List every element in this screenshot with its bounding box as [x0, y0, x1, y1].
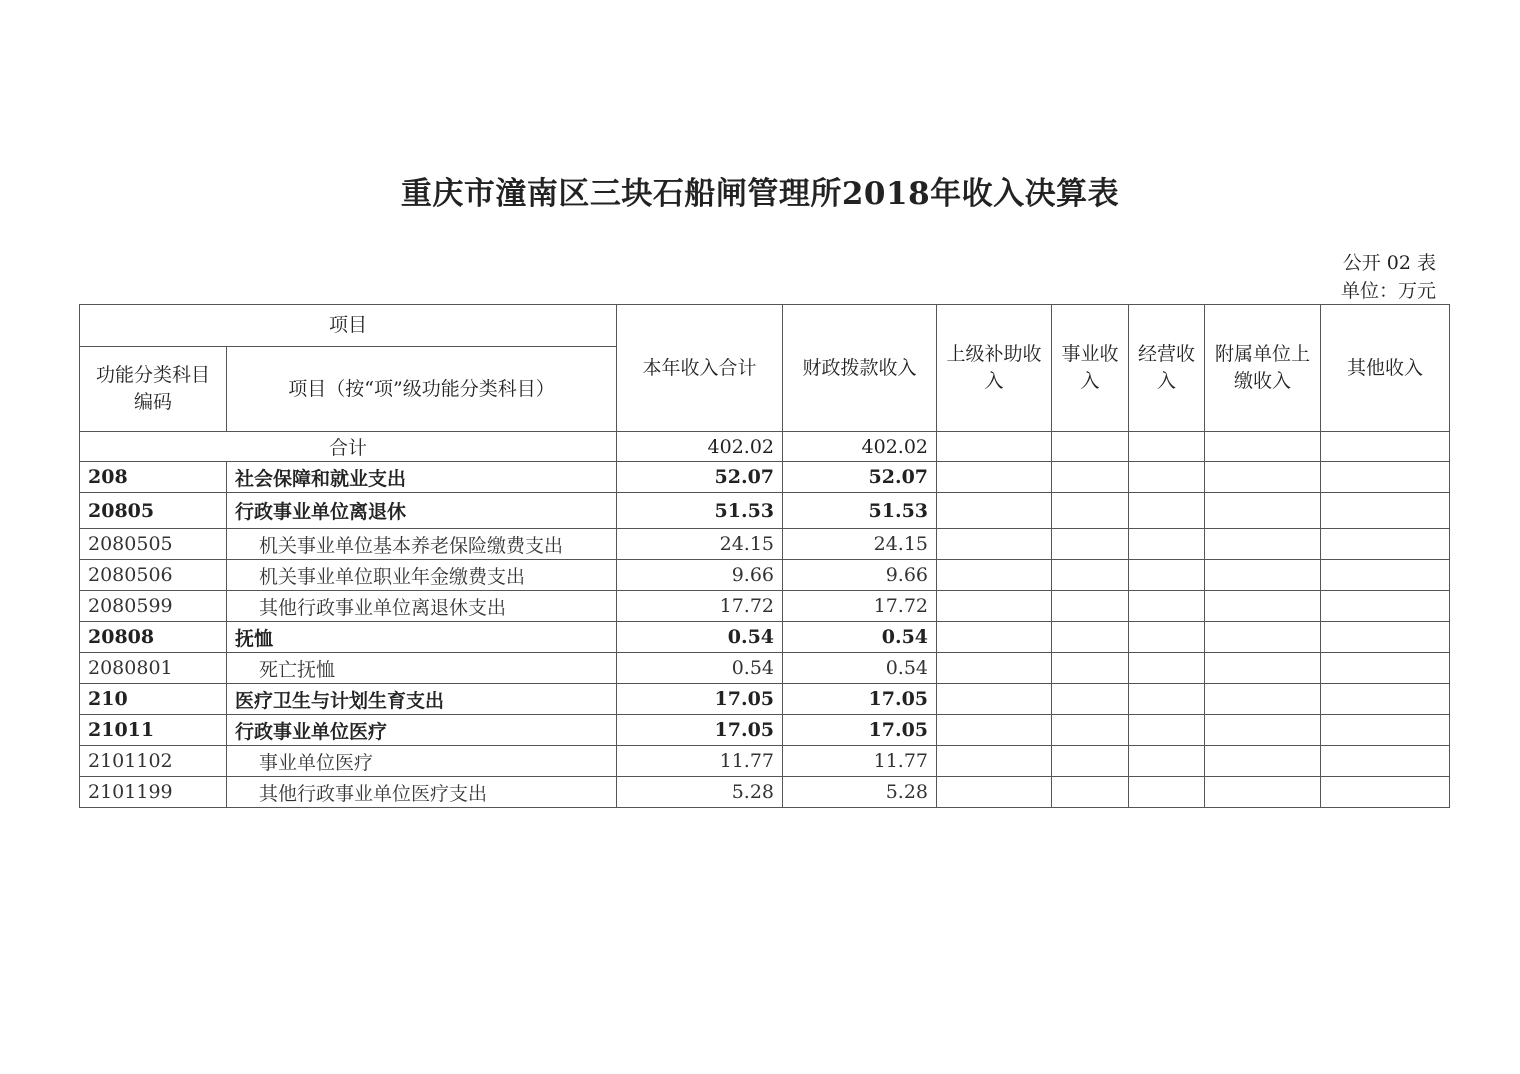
table-row — [80, 777, 1450, 808]
empty-cell — [1321, 529, 1450, 560]
row-total-income-cell: 0.54 — [617, 653, 783, 684]
row-name-cell: 行政事业单位离退休 — [227, 493, 617, 529]
row-fiscal-cell: 9.66 — [783, 560, 937, 591]
total-row — [80, 432, 1450, 462]
total-fiscal-cell: 402.02 — [783, 432, 937, 462]
report-title: 重庆市潼南区三块石船闸管理所2018年收入决算表 — [400, 176, 1120, 212]
form-number: 公开 02 表 — [1342, 252, 1436, 274]
empty-cell — [1129, 493, 1205, 529]
row-code-cell: 2101102 — [80, 746, 227, 777]
empty-cell — [1052, 560, 1129, 591]
row-total-income-cell: 17.05 — [617, 715, 783, 746]
empty-cell — [937, 777, 1052, 808]
row-name-cell: 机关事业单位职业年金缴费支出 — [227, 560, 617, 591]
empty-cell — [1129, 715, 1205, 746]
row-code-cell: 20808 — [80, 622, 227, 653]
row-total-income-cell: 5.28 — [617, 777, 783, 808]
header-operating: 经营收入 — [1129, 305, 1205, 432]
unit-label: 单位：万元 — [1340, 280, 1436, 302]
total-income-cell: 402.02 — [617, 432, 783, 462]
empty-cell — [1052, 715, 1129, 746]
empty-cell — [1205, 746, 1321, 777]
empty-cell — [937, 591, 1052, 622]
row-code-cell: 2101199 — [80, 777, 227, 808]
empty-cell — [937, 684, 1052, 715]
empty-cell — [1129, 591, 1205, 622]
total-label: 合计 — [80, 432, 617, 462]
row-fiscal-cell: 24.15 — [783, 529, 937, 560]
header-fiscal: 财政拨款收入 — [783, 305, 937, 432]
empty-cell — [1129, 684, 1205, 715]
row-fiscal-cell: 5.28 — [783, 777, 937, 808]
empty-cell — [937, 432, 1052, 462]
empty-cell — [1052, 746, 1129, 777]
empty-cell — [1321, 560, 1450, 591]
row-fiscal-cell: 17.05 — [783, 684, 937, 715]
empty-cell — [1129, 529, 1205, 560]
table-row — [80, 493, 1450, 529]
row-code-cell: 2080801 — [80, 653, 227, 684]
empty-cell — [937, 622, 1052, 653]
empty-cell — [1052, 653, 1129, 684]
row-total-income-cell: 51.53 — [617, 493, 783, 529]
empty-cell — [1205, 432, 1321, 462]
empty-cell — [1321, 746, 1450, 777]
empty-cell — [1052, 591, 1129, 622]
empty-cell — [1321, 777, 1450, 808]
row-name-cell: 社会保障和就业支出 — [227, 462, 617, 493]
empty-cell — [1321, 591, 1450, 622]
empty-cell — [1321, 493, 1450, 529]
row-total-income-cell: 24.15 — [617, 529, 783, 560]
empty-cell — [1205, 622, 1321, 653]
row-name-cell: 医疗卫生与计划生育支出 — [227, 684, 617, 715]
header-superior-subsidy: 上级补助收入 — [937, 305, 1052, 432]
empty-cell — [1205, 591, 1321, 622]
table-row — [80, 591, 1450, 622]
empty-cell — [937, 529, 1052, 560]
table-row — [80, 622, 1450, 653]
row-name-cell: 其他行政事业单位医疗支出 — [227, 777, 617, 808]
row-fiscal-cell: 51.53 — [783, 493, 937, 529]
header-name: 项目（按“项”级功能分类科目） — [227, 347, 617, 432]
empty-cell — [1052, 529, 1129, 560]
row-total-income-cell: 9.66 — [617, 560, 783, 591]
row-name-cell: 机关事业单位基本养老保险缴费支出 — [227, 529, 617, 560]
row-code-cell: 21011 — [80, 715, 227, 746]
empty-cell — [1321, 622, 1450, 653]
table-row — [80, 529, 1450, 560]
empty-cell — [1205, 529, 1321, 560]
table-row — [80, 462, 1450, 493]
table-row — [80, 560, 1450, 591]
empty-cell — [1129, 622, 1205, 653]
empty-cell — [937, 462, 1052, 493]
row-name-cell: 事业单位医疗 — [227, 746, 617, 777]
empty-cell — [1205, 653, 1321, 684]
empty-cell — [1129, 560, 1205, 591]
header-other: 其他收入 — [1321, 305, 1450, 432]
table-row — [80, 653, 1450, 684]
row-fiscal-cell: 11.77 — [783, 746, 937, 777]
empty-cell — [1052, 684, 1129, 715]
empty-cell — [1321, 653, 1450, 684]
header-total-income: 本年收入合计 — [617, 305, 783, 432]
empty-cell — [1052, 462, 1129, 493]
table-row — [80, 715, 1450, 746]
empty-cell — [937, 746, 1052, 777]
row-total-income-cell: 17.05 — [617, 684, 783, 715]
row-fiscal-cell: 0.54 — [783, 622, 937, 653]
table-row — [80, 746, 1450, 777]
empty-cell — [1052, 777, 1129, 808]
empty-cell — [1052, 432, 1129, 462]
empty-cell — [1052, 493, 1129, 529]
row-fiscal-cell: 17.72 — [783, 591, 937, 622]
row-code-cell: 2080599 — [80, 591, 227, 622]
empty-cell — [937, 493, 1052, 529]
row-code-cell: 2080506 — [80, 560, 227, 591]
row-total-income-cell: 11.77 — [617, 746, 783, 777]
empty-cell — [1129, 462, 1205, 493]
empty-cell — [1129, 777, 1205, 808]
row-code-cell: 2080505 — [80, 529, 227, 560]
row-code-cell: 20805 — [80, 493, 227, 529]
row-fiscal-cell: 17.05 — [783, 715, 937, 746]
header-affiliated: 附属单位上缴收入 — [1205, 305, 1321, 432]
row-code-cell: 210 — [80, 684, 227, 715]
empty-cell — [1052, 622, 1129, 653]
empty-cell — [1205, 462, 1321, 493]
row-fiscal-cell: 52.07 — [783, 462, 937, 493]
row-code-cell: 208 — [80, 462, 227, 493]
row-name-cell: 抚恤 — [227, 622, 617, 653]
header-code: 功能分类科目编码 — [80, 347, 227, 432]
empty-cell — [1321, 684, 1450, 715]
header-business: 事业收入 — [1052, 305, 1129, 432]
row-total-income-cell: 17.72 — [617, 591, 783, 622]
empty-cell — [1321, 715, 1450, 746]
row-total-income-cell: 0.54 — [617, 622, 783, 653]
empty-cell — [1205, 493, 1321, 529]
empty-cell — [1205, 560, 1321, 591]
row-fiscal-cell: 0.54 — [783, 653, 937, 684]
empty-cell — [1205, 715, 1321, 746]
header-project: 项目 — [80, 305, 617, 347]
empty-cell — [1205, 684, 1321, 715]
table-row — [80, 684, 1450, 715]
empty-cell — [1129, 432, 1205, 462]
empty-cell — [1205, 777, 1321, 808]
row-name-cell: 行政事业单位医疗 — [227, 715, 617, 746]
empty-cell — [1129, 746, 1205, 777]
empty-cell — [1321, 432, 1450, 462]
empty-cell — [937, 653, 1052, 684]
row-name-cell: 其他行政事业单位离退休支出 — [227, 591, 617, 622]
row-total-income-cell: 52.07 — [617, 462, 783, 493]
row-name-cell: 死亡抚恤 — [227, 653, 617, 684]
income-table — [79, 304, 1450, 808]
empty-cell — [1129, 653, 1205, 684]
empty-cell — [1321, 462, 1450, 493]
empty-cell — [937, 560, 1052, 591]
empty-cell — [937, 715, 1052, 746]
